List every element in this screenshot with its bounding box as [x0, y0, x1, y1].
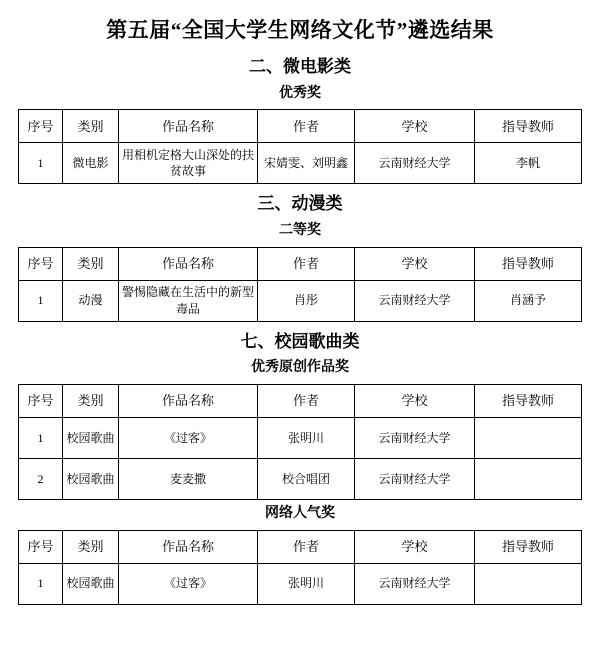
cell-work: 《过客》 — [119, 417, 258, 458]
column-header-work: 作品名称 — [119, 384, 258, 417]
cell-no: 2 — [19, 458, 63, 499]
cell-category: 校园歌曲 — [63, 458, 119, 499]
cell-work: 《过客》 — [119, 563, 258, 604]
cell-school: 云南财经大学 — [355, 143, 475, 184]
column-header-teacher: 指导教师 — [475, 247, 582, 280]
award-title: 优秀奖 — [279, 85, 321, 101]
cell-author: 宋婧雯、刘明鑫 — [258, 143, 355, 184]
results-table — [18, 384, 582, 500]
column-header-author: 作者 — [258, 530, 355, 563]
column-header-category: 类别 — [63, 247, 119, 280]
column-header-teacher: 指导教师 — [475, 110, 582, 143]
column-header-no: 序号 — [19, 110, 63, 143]
column-header-school: 学校 — [355, 110, 475, 143]
cell-work: 警惕隐藏在生活中的新型毒品 — [119, 280, 258, 321]
cell-no: 1 — [19, 563, 63, 604]
cell-work: 麦麦撒 — [119, 458, 258, 499]
cell-teacher — [475, 417, 582, 458]
table-row — [19, 563, 582, 604]
column-header-category: 类别 — [63, 110, 119, 143]
table-header-row — [19, 110, 582, 143]
column-header-author: 作者 — [258, 110, 355, 143]
table-row — [19, 458, 582, 499]
column-header-work: 作品名称 — [119, 110, 258, 143]
cell-category: 校园歌曲 — [63, 563, 119, 604]
column-header-school: 学校 — [355, 247, 475, 280]
results-table — [18, 530, 582, 605]
cell-school: 云南财经大学 — [355, 563, 475, 604]
column-header-no: 序号 — [19, 247, 63, 280]
column-header-work: 作品名称 — [119, 247, 258, 280]
column-header-no: 序号 — [19, 530, 63, 563]
column-header-work: 作品名称 — [119, 530, 258, 563]
results-table — [18, 247, 582, 322]
cell-category: 校园歌曲 — [63, 417, 119, 458]
cell-category: 微电影 — [63, 143, 119, 184]
table-header-row — [19, 384, 582, 417]
cell-school: 云南财经大学 — [355, 417, 475, 458]
award-title: 二等奖 — [279, 222, 321, 238]
column-header-author: 作者 — [258, 247, 355, 280]
cell-teacher: 肖涵予 — [475, 280, 582, 321]
column-header-category: 类别 — [63, 384, 119, 417]
cell-no: 1 — [19, 280, 63, 321]
section-title: 二、微电影类 — [249, 57, 351, 77]
table-header-row — [19, 530, 582, 563]
table-row — [19, 143, 582, 184]
column-header-no: 序号 — [19, 384, 63, 417]
cell-author: 肖彤 — [258, 280, 355, 321]
cell-work: 用相机定格大山深处的扶贫故事 — [119, 143, 258, 184]
cell-school: 云南财经大学 — [355, 280, 475, 321]
column-header-school: 学校 — [355, 530, 475, 563]
column-header-school: 学校 — [355, 384, 475, 417]
award-title: 网络人气奖 — [265, 505, 335, 521]
cell-no: 1 — [19, 143, 63, 184]
page-title: 第五届“全国大学生网络文化节”遴选结果 — [106, 18, 494, 42]
cell-category: 动漫 — [63, 280, 119, 321]
column-header-teacher: 指导教师 — [475, 530, 582, 563]
cell-teacher — [475, 563, 582, 604]
award-title: 优秀原创作品奖 — [251, 359, 349, 375]
column-header-teacher: 指导教师 — [475, 384, 582, 417]
table-header-row — [19, 247, 582, 280]
cell-author: 张明川 — [258, 417, 355, 458]
cell-author: 张明川 — [258, 563, 355, 604]
table-row — [19, 417, 582, 458]
column-header-author: 作者 — [258, 384, 355, 417]
cell-school: 云南财经大学 — [355, 458, 475, 499]
table-row — [19, 280, 582, 321]
cell-author: 校合唱团 — [258, 458, 355, 499]
cell-teacher — [475, 458, 582, 499]
results-table — [18, 109, 582, 184]
section-title: 七、校园歌曲类 — [240, 331, 360, 351]
cell-no: 1 — [19, 417, 63, 458]
column-header-category: 类别 — [63, 530, 119, 563]
cell-teacher: 李帆 — [475, 143, 582, 184]
section-title: 三、动漫类 — [257, 194, 343, 214]
